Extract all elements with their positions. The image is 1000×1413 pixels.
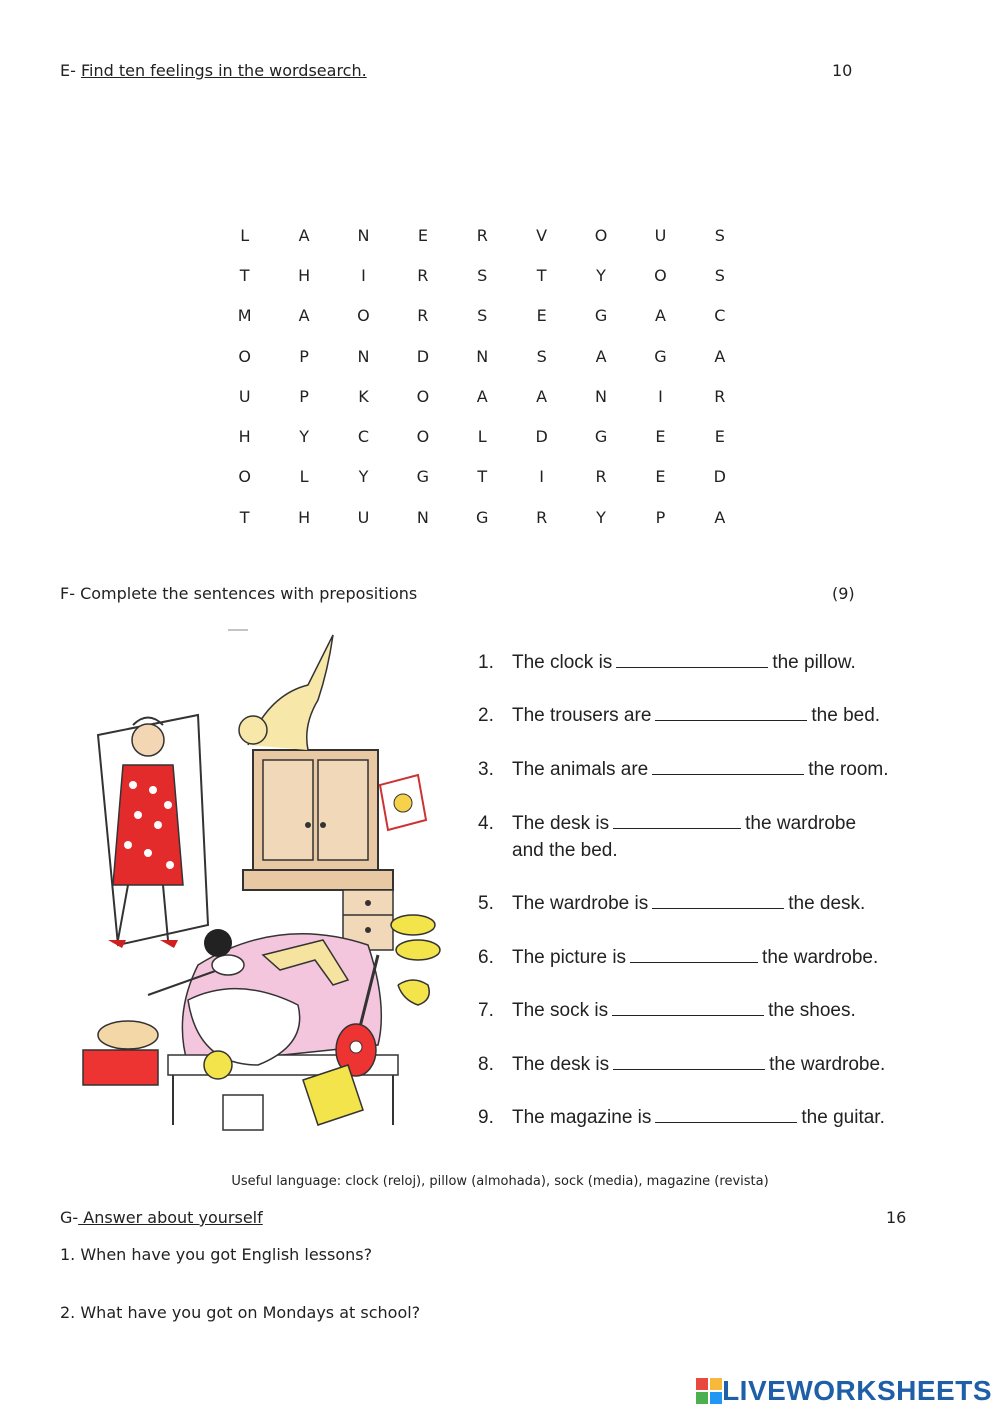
liveworksheets-icon xyxy=(696,1378,722,1404)
wordsearch-letter[interactable]: H xyxy=(298,265,311,285)
wordsearch-letter[interactable]: I xyxy=(658,386,663,406)
wordsearch-letter[interactable]: C xyxy=(714,306,726,326)
wordsearch-letter[interactable]: A xyxy=(298,306,310,326)
sentence-end: the pillow. xyxy=(772,652,856,673)
wordsearch-letter[interactable]: P xyxy=(655,507,666,527)
wordsearch-letter[interactable]: A xyxy=(298,225,310,245)
answer-blank[interactable] xyxy=(652,891,784,909)
sentence-start: The desk is xyxy=(512,813,610,834)
wordsearch-letter[interactable]: E xyxy=(714,427,725,447)
wordsearch-letter[interactable]: L xyxy=(240,225,250,245)
wordsearch-letter[interactable]: D xyxy=(535,427,548,447)
useful-language-note: Useful language: clock (reloj), pillow (almohada), sock (media), magazine (revista) xyxy=(231,1174,769,1189)
answer-blank[interactable] xyxy=(613,1052,765,1070)
wordsearch-letter[interactable]: G xyxy=(654,346,667,366)
sentence-7 xyxy=(478,998,856,1022)
wordsearch-letter[interactable]: A xyxy=(595,346,607,366)
wordsearch-letter[interactable]: R xyxy=(417,306,429,326)
wordsearch-letter[interactable]: M xyxy=(237,306,252,326)
wordsearch-letter[interactable]: R xyxy=(595,467,607,487)
wordsearch-letter[interactable]: E xyxy=(536,306,547,326)
section-g-title xyxy=(60,1208,263,1227)
wordsearch-letter[interactable]: S xyxy=(477,265,488,285)
sentence-number: 1. xyxy=(478,652,494,673)
wordsearch-letter[interactable]: A xyxy=(536,386,548,406)
wordsearch-letter[interactable]: R xyxy=(476,225,488,245)
section-g-prefix: G- xyxy=(60,1208,79,1227)
wordsearch-letter[interactable]: L xyxy=(477,427,487,447)
wordsearch-letter[interactable]: O xyxy=(594,225,608,245)
wordsearch-letter[interactable]: R xyxy=(417,265,429,285)
sentence-number: 7. xyxy=(478,1000,494,1021)
answer-blank[interactable] xyxy=(630,945,758,963)
wordsearch-letter[interactable]: G xyxy=(416,467,430,487)
sentence-end: the bed. xyxy=(811,705,881,726)
wordsearch-letter[interactable]: A xyxy=(654,306,666,326)
wordsearch-letter[interactable]: T xyxy=(477,467,488,487)
sentence-number: 2. xyxy=(478,705,494,726)
sentence-continuation: and the bed. xyxy=(512,840,618,861)
radio xyxy=(223,1095,263,1130)
answer-blank[interactable] xyxy=(613,811,741,829)
section-e-instruction: Find ten feelings in the wordsearch. xyxy=(80,61,367,80)
wordsearch-row xyxy=(215,457,755,497)
wordsearch-letter[interactable]: K xyxy=(358,386,369,406)
sentence-3 xyxy=(478,757,889,781)
wordsearch-letter[interactable]: Y xyxy=(596,507,606,527)
section-e-prefix: E- xyxy=(60,61,81,80)
answer-blank[interactable] xyxy=(655,703,807,721)
question-1: 1. When have you got English lessons? xyxy=(60,1245,373,1264)
cat xyxy=(239,635,333,750)
wordsearch-letter[interactable]: E xyxy=(655,427,666,447)
section-g-score: 16 xyxy=(886,1208,907,1227)
wordsearch-letter[interactable]: S xyxy=(536,346,547,366)
sentence-end: the shoes. xyxy=(768,1000,856,1021)
wordsearch-grid xyxy=(215,215,755,537)
wordsearch-letter[interactable]: N xyxy=(595,386,608,406)
section-e-score: 10 xyxy=(832,61,853,80)
sentence-end: the room. xyxy=(808,759,889,780)
wordsearch-letter[interactable]: Y xyxy=(358,467,369,487)
wordsearch-letter[interactable]: R xyxy=(714,386,726,406)
sentence-end: the wardrobe. xyxy=(769,1054,886,1075)
wordsearch-letter[interactable]: S xyxy=(714,265,725,285)
wordsearch-letter[interactable]: O xyxy=(357,306,370,326)
shoes xyxy=(391,915,440,960)
wordsearch-letter[interactable]: P xyxy=(299,346,309,366)
sentence-9 xyxy=(478,1105,885,1129)
wordsearch-letter[interactable]: U xyxy=(238,386,251,406)
wordsearch-row xyxy=(215,416,755,456)
sentence-number: 9. xyxy=(478,1107,494,1128)
wordsearch-letter[interactable]: N xyxy=(416,507,429,527)
wordsearch-row xyxy=(215,376,755,416)
wordsearch-letter[interactable]: O xyxy=(238,467,251,487)
sentence-start: The sock is xyxy=(512,1000,609,1021)
wordsearch-letter[interactable]: S xyxy=(477,306,488,326)
section-g-instruction: Answer about yourself xyxy=(78,1208,263,1227)
sentence-end: the wardrobe xyxy=(745,813,857,834)
sentence-number: 3. xyxy=(478,759,494,780)
wordsearch-letter[interactable]: E xyxy=(417,225,428,245)
wordsearch-letter[interactable]: N xyxy=(357,225,370,245)
sentence-end: the guitar. xyxy=(801,1107,885,1128)
messy-room-illustration xyxy=(78,625,468,1150)
answer-blank[interactable] xyxy=(616,650,768,668)
wordsearch-letter[interactable]: O xyxy=(238,346,251,366)
sentence-4 xyxy=(478,811,856,835)
clock xyxy=(204,1051,232,1079)
wardrobe xyxy=(253,750,378,870)
wordsearch-letter[interactable]: N xyxy=(476,346,489,366)
wordsearch-letter[interactable]: L xyxy=(299,467,309,487)
wordsearch-letter[interactable]: D xyxy=(713,467,726,487)
sentence-start: The wardrobe is xyxy=(512,893,649,914)
sentence-start: The magazine is xyxy=(512,1107,652,1128)
sentence-number: 6. xyxy=(478,947,494,968)
sentence-8 xyxy=(478,1052,885,1076)
wordsearch-letter[interactable]: O xyxy=(416,386,430,406)
wordsearch-letter[interactable]: U xyxy=(357,507,370,527)
wordsearch-letter[interactable]: A xyxy=(476,386,488,406)
wordsearch-letter[interactable]: N xyxy=(357,346,370,366)
section-e-title xyxy=(60,61,367,80)
sentence-5 xyxy=(478,891,865,915)
wordsearch-letter[interactable]: E xyxy=(655,467,666,487)
wordsearch-letter[interactable]: Y xyxy=(596,265,606,285)
wordsearch-row xyxy=(215,255,755,295)
wordsearch-letter[interactable]: H xyxy=(238,427,251,447)
wordsearch-row xyxy=(215,336,755,376)
sentence-start: The desk is xyxy=(512,1054,610,1075)
wordsearch-letter[interactable]: P xyxy=(299,386,309,406)
sentence-start: The animals are xyxy=(512,759,649,780)
wordsearch-letter[interactable]: G xyxy=(476,507,489,527)
wordsearch-row xyxy=(215,296,755,336)
sentence-number: 8. xyxy=(478,1054,494,1075)
wordsearch-row xyxy=(215,215,755,255)
wordsearch-letter[interactable]: C xyxy=(357,427,370,447)
sentence-start: The picture is xyxy=(512,947,627,968)
sentence-end: the desk. xyxy=(788,893,866,914)
wordsearch-letter[interactable]: H xyxy=(298,507,311,527)
sentence-start: The trousers are xyxy=(512,705,652,726)
wordsearch-letter[interactable]: O xyxy=(416,427,430,447)
wordsearch-letter[interactable]: T xyxy=(239,265,250,285)
sentence-number: 4. xyxy=(478,813,494,834)
record xyxy=(204,929,232,957)
section-f-score: (9) xyxy=(832,584,855,603)
wordsearch-letter[interactable]: U xyxy=(654,225,667,245)
wordsearch-letter[interactable]: Y xyxy=(299,427,309,447)
section-f-title: F- Complete the sentences with prepositions xyxy=(60,584,418,603)
sock xyxy=(398,980,429,1005)
picture-frame xyxy=(380,775,426,830)
answer-blank[interactable] xyxy=(612,998,764,1016)
wordsearch-letter[interactable]: R xyxy=(536,507,548,527)
wordsearch-letter[interactable]: A xyxy=(714,507,726,527)
liveworksheets-logo xyxy=(696,1375,992,1407)
sentence-1 xyxy=(478,650,856,674)
sentence-2 xyxy=(478,703,880,727)
wordsearch-letter[interactable]: G xyxy=(594,306,608,326)
answer-blank[interactable] xyxy=(652,757,804,775)
wordsearch-letter[interactable]: A xyxy=(714,346,726,366)
wordsearch-letter[interactable]: S xyxy=(714,225,725,245)
wordsearch-letter[interactable]: D xyxy=(416,346,430,366)
wordsearch-row xyxy=(215,497,755,537)
wordsearch-letter[interactable]: T xyxy=(536,265,547,285)
wordsearch-letter[interactable]: O xyxy=(654,265,667,285)
wordsearch-letter[interactable]: I xyxy=(539,467,544,487)
sentence-end: the wardrobe. xyxy=(762,947,879,968)
red-box xyxy=(83,1021,158,1085)
answer-blank[interactable] xyxy=(655,1105,797,1123)
wordsearch-letter[interactable]: V xyxy=(536,225,548,245)
wordsearch-letter[interactable]: I xyxy=(361,265,366,285)
wordsearch-letter[interactable]: T xyxy=(239,507,250,527)
question-2: 2. What have you got on Mondays at school? xyxy=(60,1303,421,1322)
wordsearch-letter[interactable]: G xyxy=(594,427,608,447)
liveworksheets-wordmark: LIVEWORKSHEETS xyxy=(722,1375,992,1406)
sentence-number: 5. xyxy=(478,893,494,914)
sentence-6 xyxy=(478,945,878,969)
sentence-start: The clock is xyxy=(512,652,613,673)
